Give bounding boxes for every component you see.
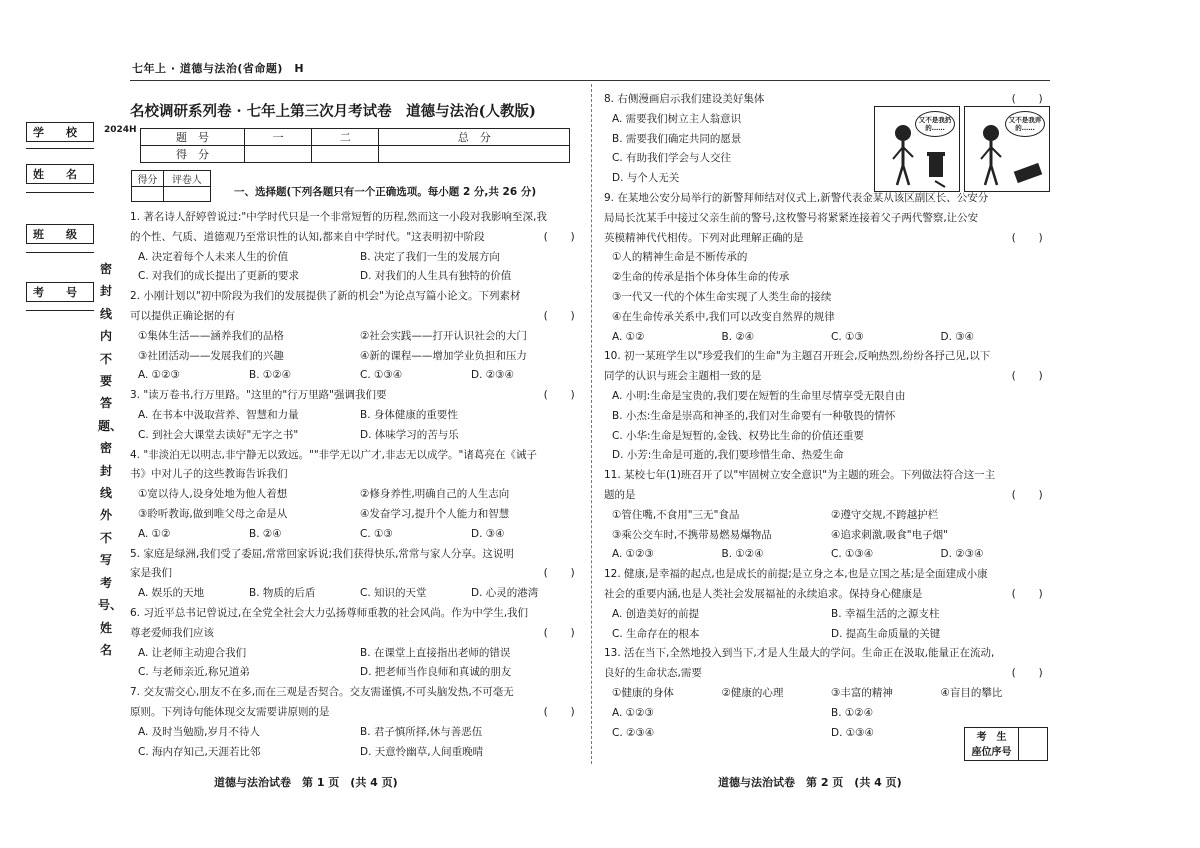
answer-option: A. 创造美好的前提 [612, 607, 700, 620]
answer-bracket[interactable]: ( ) [542, 309, 576, 322]
question-text: ( ) 尊老爱师我们应该 [130, 624, 582, 644]
answer-option: ④新的课程——增加学业负担和压力 [360, 349, 527, 362]
header-rule [130, 80, 1050, 81]
option-group [604, 248, 1050, 327]
answer-option: ②遵守交规,不跨越护栏 [831, 508, 939, 521]
answer-option: C. 有助我们学会与人交往 [612, 152, 732, 165]
question-text: 局局长沈某手中接过父亲生前的警号,这枚警号将紧紧连接着父子两代警察,让公安 [604, 211, 979, 224]
answer-bracket[interactable]: ( ) [542, 230, 576, 243]
answer-bracket[interactable]: ( ) [1010, 370, 1044, 383]
answer-option: C. ②③④ [612, 726, 655, 739]
question-text: 7. 交友需交心,朋友不在多,而在三观是否契合。交友需谨慎,不可头脑发热,不可毫无 [130, 686, 514, 699]
answer-option: B. ①②④ [721, 548, 764, 561]
question-11 [604, 466, 1050, 565]
answer-bracket[interactable]: ( ) [1010, 587, 1044, 600]
answer-option: ③乘公交车时,不携带易燃易爆物品 [612, 528, 772, 541]
answer-option: C. ①③④ [360, 369, 403, 382]
answer-option: ④发奋学习,提升个人能力和智慧 [360, 507, 510, 520]
option-group [130, 327, 582, 367]
vertical-code: 2024H [104, 125, 137, 135]
option-group [604, 506, 1050, 546]
answer-option: B. ②④ [249, 527, 282, 540]
answer-option: A. ①② [612, 330, 645, 343]
question-text: 10. 初一某班学生以"珍爱我们的生命"为主题召开班会,反响热烈,纷纷各抒己见,以下 [604, 350, 991, 363]
answer-option: D. 与个人无关 [612, 172, 680, 185]
question-9 [604, 189, 1050, 347]
option-group [130, 366, 582, 386]
seat-number-box [964, 727, 1048, 761]
exam-number-line [26, 310, 94, 311]
question-text: 1. 著名诗人舒婷曾说过:"中学时代只是一个非常短暂的历程,然而这一小段对我影响至深,我 [130, 211, 547, 223]
question-text: 9. 在某地公安分局举行的新警拜师结对仪式上,新警代表金某从该区副区长、公安分 [604, 191, 989, 204]
score-head-part1: 一 [245, 129, 312, 146]
question-text: 书》中对儿子的这些教诲告诉我们 [130, 468, 288, 481]
answer-option: C. ①③ [831, 330, 864, 343]
answer-option: D. 心灵的港湾 [471, 587, 539, 600]
exam-title: 名校调研系列卷 · 七年上第三次月考试卷 道德与法治(人教版) [130, 103, 536, 120]
option-group [604, 605, 1050, 645]
answer-option: B. 身体健康的重要性 [360, 408, 458, 421]
answer-bracket[interactable]: ( ) [542, 705, 576, 718]
answer-option: ①人的精神生命是不断传承的 [612, 251, 748, 264]
score-head-item: 题 号 [141, 129, 245, 146]
answer-option: ③一代又一代的个体生命实现了人类生命的接续 [612, 290, 832, 303]
answer-option: ②社会实践——打开认识社会的大门 [360, 329, 527, 342]
question-7 [130, 683, 582, 762]
answer-option: B. 需要我们确定共同的愿景 [612, 132, 742, 145]
seat-number-field[interactable] [1019, 728, 1047, 760]
question-12 [604, 565, 1050, 644]
question-5 [130, 545, 582, 604]
question-text: ( ) 英模精神代代相传。下列对此理解正确的是 [604, 229, 1050, 249]
student-figure-icon [875, 107, 960, 191]
question-text: 5. 家庭是绿洲,我们受了委屈,常常回家诉说;我们获得快乐,常常与家人分享。这说明 [130, 547, 514, 560]
answer-option: ②修身养性,明确自己的人生志向 [360, 488, 510, 501]
question-text: ( ) 8. 右侧漫画启示我们建设美好集体 [604, 90, 1050, 110]
answer-option: B. ②④ [721, 330, 755, 343]
answer-option: ①宽以待人,设身处地为他人着想 [138, 488, 288, 501]
question-text: ( ) 原则。下列诗句能体现交友需要讲原则的是 [130, 703, 582, 723]
page-divider [591, 84, 592, 764]
question-text: 2. 小刚计划以"初中阶段为我们的发展提供了新的机会"为论点写篇小论文。下列素材 [130, 290, 521, 303]
seal-line-warning: 密封线内不要答题、密封线外不写考号、姓名 [98, 262, 123, 657]
exam-number-label: 考 号 [26, 282, 94, 302]
answer-option: D. ②③④ [471, 369, 514, 382]
answer-option: A. ①② [138, 527, 171, 540]
score-head-part2: 二 [312, 129, 379, 146]
page-footer-2: 道德与法治试卷 第 2 页 (共 4 页) [718, 776, 902, 789]
comic-panel-2 [964, 106, 1050, 192]
question-2 [130, 287, 582, 386]
option-group [604, 684, 1050, 704]
score-table [140, 128, 570, 163]
left-column [130, 208, 582, 762]
answer-option: C. 海内存知己,天涯若比邻 [138, 745, 261, 758]
question-text: 11. 某校七年(1)班召开了以"牢固树立安全意识"为主题的班会。下列做法符合这一主 [604, 469, 996, 482]
question-text: ( ) 题的是 [604, 486, 1050, 506]
answer-option: A. 决定着每个人未来人生的价值 [138, 250, 289, 263]
option-group [130, 248, 582, 288]
answer-option: A. 在书本中汲取营养、智慧和力量 [138, 408, 299, 421]
speech-bubble-1: 又不是我扔的…… [915, 111, 955, 137]
answer-option: A. ①②③ [612, 548, 654, 561]
answer-option: A. 及时当勉励,岁月不待人 [138, 725, 261, 738]
question-text: 4. "非淡泊无以明志,非宁静无以致远。""非学无以广才,非志无以成学。"诸葛亮在《诫子 [130, 448, 537, 461]
option-group [130, 406, 582, 446]
option-group [130, 723, 582, 763]
question-text: ( ) 可以提供正确论据的有 [130, 307, 582, 327]
answer-bracket[interactable]: ( ) [1010, 488, 1044, 501]
option-group [604, 387, 1050, 466]
answer-option: ①集体生活——涵养我们的品格 [138, 329, 284, 342]
option-group [130, 644, 582, 684]
score-head-total: 总 分 [379, 129, 570, 146]
answer-option: ②健康的心理 [721, 686, 784, 699]
answer-option: A. ①②③ [612, 706, 654, 719]
answer-option: B. 在课堂上直接指出老师的错误 [360, 646, 511, 659]
answer-option: D. 体味学习的苦与乐 [360, 428, 459, 441]
question-text: ( ) 3. "读万卷书,行万里路。"这里的"行万里路"强调我们要 [130, 386, 582, 406]
score-cell[interactable] [245, 146, 312, 163]
answer-option: A. ①②③ [138, 369, 180, 382]
answer-option: B. ①②④ [249, 369, 292, 382]
section-title: 一、选择题(下列各题只有一个正确选项。每小题 2 分,共 26 分) [234, 186, 537, 198]
answer-option: C. ①③ [360, 527, 393, 540]
answer-option: B. 君子慎所择,休与善恶伍 [360, 725, 483, 738]
answer-option: ③社团活动——发展我们的兴趣 [138, 349, 284, 362]
answer-option: B. 物质的后盾 [249, 587, 316, 600]
name-label: 姓 名 [26, 164, 94, 184]
answer-option: D. ③④ [471, 527, 505, 540]
comic-panel-1 [874, 106, 960, 192]
question-text: ( ) 社会的重要内涵,也是人类社会发展福祉的永续追求。保持身心健康是 [604, 585, 1050, 605]
answer-bracket[interactable]: ( ) [1010, 231, 1044, 244]
answer-option: D. ②③④ [940, 548, 984, 561]
answer-option: A. 小明:生命是宝贵的,我们要在短暂的生命里尽情享受无限自由 [612, 389, 906, 402]
answer-option: A. 需要我们树立主人翁意识 [612, 112, 742, 125]
name-line [26, 192, 94, 193]
answer-option: C. 与老师亲近,称兄道弟 [138, 666, 250, 679]
answer-option: ②生命的传承是指个体身体生命的传承 [612, 271, 790, 284]
class-line [26, 252, 94, 253]
question-text: 12. 健康,是幸福的起点,也是成长的前提;是立身之本,也是立国之基;是全面建成小康 [604, 568, 988, 581]
answer-option: C. 知识的天堂 [360, 587, 427, 600]
answer-option: ③丰富的精神 [831, 686, 893, 699]
option-group [130, 485, 582, 525]
answer-option: B. 决定了我们一生的发展方向 [360, 250, 500, 263]
question-text: ( ) 良好的生命状态,需要 [604, 664, 1050, 684]
comic-illustration [874, 106, 1050, 192]
answer-option: D. 提高生命质量的关键 [831, 627, 941, 640]
answer-option: C. 小华:生命是短暂的,金钱、权势比生命的价值还重要 [612, 429, 864, 442]
answer-option: ④盲目的攀比 [940, 686, 1003, 699]
grader-person-label: 评卷人 [163, 171, 210, 187]
grader-cell[interactable] [132, 187, 164, 202]
option-group [130, 525, 582, 545]
question-10 [604, 347, 1050, 466]
question-1 [130, 208, 582, 287]
answer-bracket[interactable]: ( ) [1010, 93, 1044, 105]
answer-bracket[interactable]: ( ) [542, 389, 576, 402]
answer-option: D. 对我们的人生具有独特的价值 [360, 270, 512, 283]
page-footer-1: 道德与法治试卷 第 1 页 (共 4 页) [214, 776, 398, 789]
class-label: 班 级 [26, 224, 94, 244]
answer-option: B. 幸福生活的之源支柱 [831, 607, 940, 620]
grader-score-label: 得分 [132, 171, 164, 187]
question-text: 13. 活在当下,全然地投入到当下,才是人生最大的学问。生命正在汲取,能量正在流动, [604, 647, 995, 660]
answer-option: ④追求刺激,吸食"电子烟" [831, 528, 948, 541]
answer-option: ①健康的身体 [612, 686, 674, 699]
question-text: 6. 习近平总书记曾说过,在全党全社会大力弘扬尊师重教的社会风尚。作为中学生,我们 [130, 606, 529, 619]
answer-option: D. 把老师当作良师和真诚的朋友 [360, 666, 512, 679]
question-3 [130, 386, 582, 445]
school-line [26, 148, 94, 149]
student-figure-icon [965, 107, 1050, 191]
answer-option: D. 天意怜幽草,人间重晚晴 [360, 745, 484, 758]
answer-bracket[interactable]: ( ) [542, 567, 576, 580]
answer-option: C. 到社会大课堂去读好"无字之书" [138, 428, 299, 441]
speech-bubble-2: 又不是我弄的…… [1005, 111, 1045, 137]
option-group [130, 584, 582, 604]
option-group [604, 545, 1050, 565]
answer-option: B. 小杰:生命是崇高和神圣的,我们对生命要有一种敬畏的情怀 [612, 409, 896, 422]
series-header: 七年上 · 道德与法治(省命题) H [132, 62, 305, 75]
answer-option: C. 生命存在的根本 [612, 627, 700, 640]
question-text: ( ) 家是我们 [130, 564, 582, 584]
question-6 [130, 604, 582, 683]
question-text: ( ) 的个性、气质、道德观乃至常识性的认知,都来自中学时代。"这表明初中阶段 [130, 228, 582, 248]
answer-option: C. 对我们的成长提出了更新的要求 [138, 270, 300, 283]
answer-option: D. ③④ [940, 330, 975, 343]
answer-option: B. ①②④ [831, 706, 874, 719]
answer-option: ①管住嘴,不食用"三无"食品 [612, 508, 740, 521]
score-cell[interactable] [312, 146, 379, 163]
seat-number-label: 考 生 座位序号 [965, 728, 1019, 760]
option-group [604, 328, 1050, 348]
question-text: ( ) 同学的认识与班会主题相一致的是 [604, 367, 1050, 387]
school-label: 学 校 [26, 122, 94, 142]
question-4 [130, 446, 582, 545]
answer-option: A. 娱乐的天地 [138, 587, 205, 600]
answer-option: C. ①③④ [831, 548, 874, 561]
answer-bracket[interactable]: ( ) [1010, 667, 1044, 680]
score-cell[interactable] [379, 146, 570, 163]
answer-option: D. ①③④ [831, 726, 874, 739]
answer-option: ③聆听教诲,做到唯父母之命是从 [138, 507, 288, 520]
answer-option: A. 让老师主动迎合我们 [138, 646, 247, 659]
answer-option: D. 小芳:生命是可逝的,我们要珍惜生命、热爱生命 [612, 449, 844, 462]
grader-cell[interactable] [163, 187, 210, 202]
grader-table [131, 170, 211, 202]
answer-option: ④在生命传承关系中,我们可以改变自然界的规律 [612, 310, 835, 323]
answer-bracket[interactable]: ( ) [542, 626, 576, 639]
score-row-label: 得 分 [141, 146, 245, 163]
